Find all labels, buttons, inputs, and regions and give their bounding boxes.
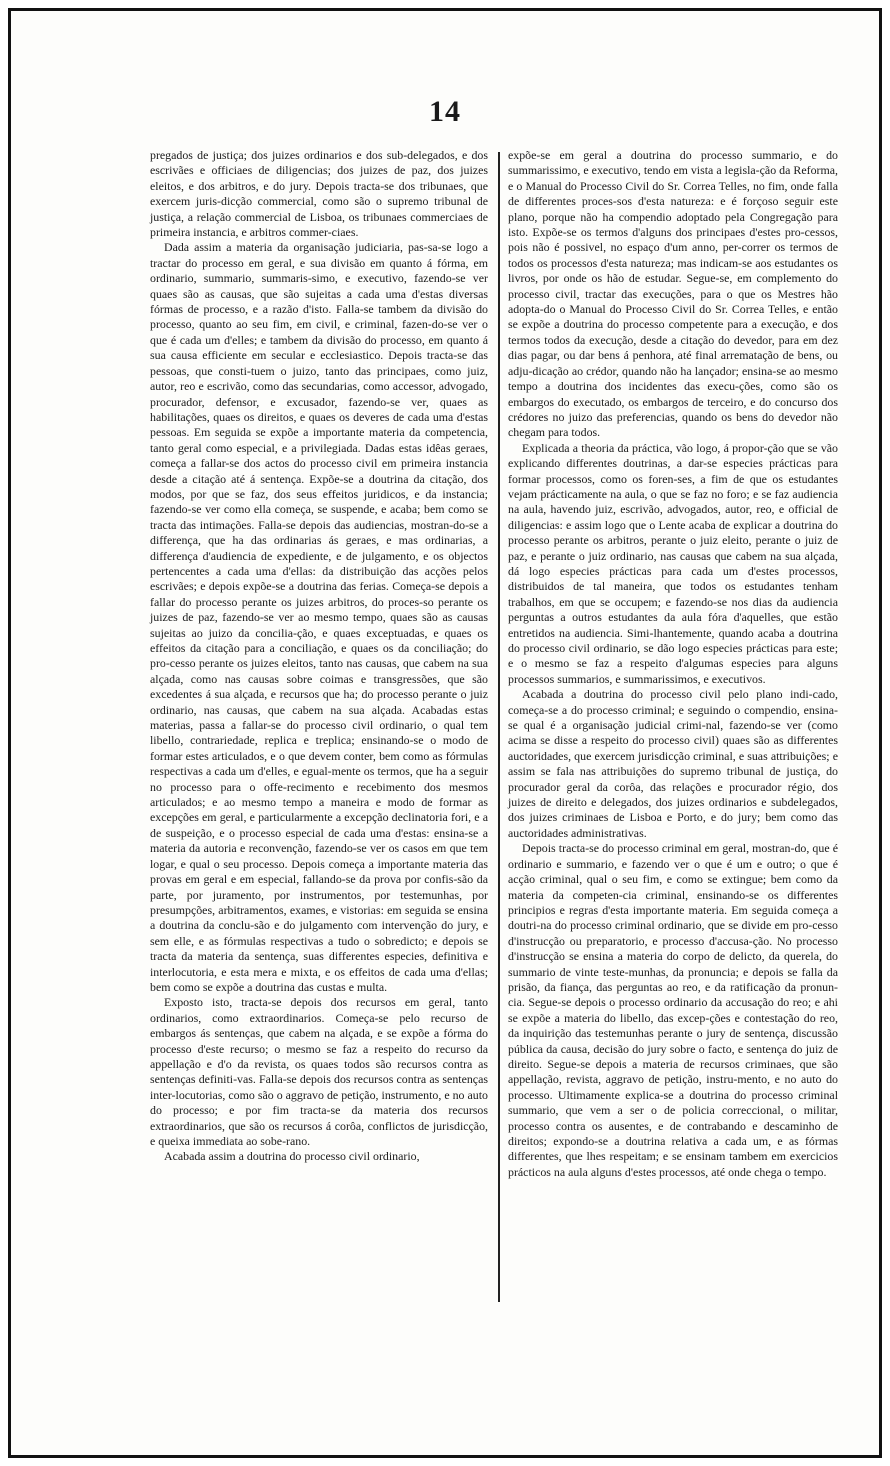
page-number: 14	[429, 95, 461, 128]
left-paragraph-3: Exposto isto, tracta-se depois dos recursos em geral, tanto ordinarios, como extraordinarios. Começa-se pelo recurso de embargos ás sentenças, que cabem na alçada, e se expõe a fórma do processo d'este recurso; o mesmo se faz a respeito do recurso da appellação e d'o da revista, os quaes todos são recursos contra as sentenças definiti-vas. Falla-se depois dos recursos contra as sentenças inter-locutorias, como são o aggravo de petição, instrumento, e no auto do processo; e por fim tracta-se da materia dos recursos extraordinarios, que são os recursos á corôa, conflictos de jurisdicção, e queixa immediata ao sobe-rano.	[150, 995, 488, 1148]
left-paragraph-1: pregados de justiça; dos juizes ordinarios e dos sub-delegados, e dos escrivães e officiaes de diligencias; dos juizes de paz, dos juizes eleitos, e dos arbitros, e do jury. Depois tracta-se dos tribunaes, que exercem juris-dicção commercial, como são o supremo tribunal de justiça, a relação commercial de Lisboa, os tribunaes commerciaes de primeira instancia, e arbitros commer-ciaes.	[150, 148, 488, 240]
right-paragraph-1: expõe-se em geral a doutrina do processo summario, e do summarissimo, e executivo, tendo em vista a legisla-ção da Reforma, e o Manual do Processo Civil do Sr. Correa Telles, no fim, onde falla de differentes proces-sos d'esta natureza: e é forçoso seguir este plano, porque não ha compendio adoptado pela Congregação para isto. Expõe-se os termos d'alguns dos principaes d'estes pro-cessos, pois não é possivel, no espaço d'um anno, per-correr os termos de todos os processos d'esta natureza; mas indicam-se aos estudantes os livros, por onde os hão de estudar. Segue-se, em complemento do processo civil, tractar das execuções, para o que os Mestres hão adopta-do o Manual do Processo Civil do Sr. Correa Telles, e então se expõe a doutrina do processo competente para a execução, e dos termos todos da execução, desde a citação do devedor, para em dez dias pagar, ou dar bens á penhora, até final arrematação de bens, ou adju-dicação ao crédor, quando não ha lançador; ensina-se ao mesmo tempo a doutrina dos incidentes das execu-ções, como são os embargos do executado, os embargos de terceiro, e do concurso dos crédores no juizo das preferencias, quando os bens do devedor não chegam para todos.	[508, 148, 838, 440]
right-column	[508, 148, 838, 1180]
left-paragraph-4: Acabada assim a doutrina do processo civil ordinario,	[164, 1149, 420, 1164]
right-paragraph-4: Depois tracta-se do processo criminal em geral, mostran-do, que é ordinario e summario, e fazendo ver o que é um e outro; o que é acção criminal, qual o seu fim, e como se extingue; bem como da materia da competen-cia criminal, ensinando-se os differentes principios e regras d'esta importante materia. Em seguida começa a doutri-na do processo criminal ordinario, que se divide em pro-cesso d'instrucção ou preparatorio, e processo d'accusa-ção. No processo d'instrucção se ensina a materia do corpo de delicto, da querela, do summario de vinte teste-munhas, da pronuncia; e depois se falla da prisão, da fiança, das perguntas ao reo, e da ratificação da pronun-cia. Segue-se depois o processo ordinario da accusação do reo; e ahi se expõe a materia do libello, das excep-ções e contestação do reo, da inquirição das testemunhas perante o jury de sentença, discussão pública da causa, decisão do jury sobre o facto, e sentença do juiz de direito. Segue-se depois a materia de recursos criminaes, que são appellação, revista, aggravo de petição, instru-mento, e no auto do processo. Ultimamente explica-se a doutrina do processo criminal summario, que vem a ser o de policia correccional, o militar, processo contra os ausentes, e de contrabando e descaminho de direitos; expondo-se a doutrina relativa a cada um, e as fórmas differentes, que lhes respeitam; e se ensinam tambem em exercicios prácticos na aula alguns d'estes processos, até onde chega o tempo.	[508, 841, 838, 1179]
column-divider	[498, 152, 500, 1302]
right-paragraph-3: Acabada a doutrina do processo civil pelo plano indi-cado, começa-se a do processo criminal; e seguindo o compendio, ensina-se qual é a organisação judicial crimi-nal, fazendo-se ver (como acima se disse a respeito do processo civil) quaes são as differentes auctoridades, que exercem jurisdicção criminal, e suas attribuições; e assim se fala nas attribuições do supremo tribunal de justiça, do procurador geral da corôa, das relações e procurador régio, dos juizes de direito e delegados, dos juizes ordinarios e subdelegados, dos juizes criminaes de Lisboa e Porto, e do jury; bem como das auctoridades administrativas.	[508, 687, 838, 840]
left-paragraph-2: Dada assim a materia da organisação judiciaria, pas-sa-se logo a tractar do processo em geral, e sua divisão em quanto á fórma, em ordinario, summario, summaris-simo, e executivo, fazendo-se ver quaes são as causas, que são sujeitas a cada uma d'estas diversas fórmas de processo, e a razão d'isto. Falla-se tambem da divisão do processo, quanto ao seu fim, em civil, e criminal, fazen-do-se ver o que é cada um d'elles; e tambem da divisão do processo, em quanto á sua causa efficiente em secular e ecclesiastico. Depois tracta-se das pessoas, que consti-tuem o juizo, tanto das principaes, como juiz, autor, reo e escrivão, como das secundarias, como accessor, advogado, procurador, defensor, e excusador, fazendo-se ver, quaes as habilitações, quaes os direitos, e quaes os deveres de cada uma d'estas pessoas. Em seguida se expõe a importante materia da competencia, tanto geral como especial, e a privilegiada. Dadas estas idêas geraes, começa a fallar-se dos actos do processo civil em primeira instancia desde a citação até á sentença. Expõe-se a doutrina da citação, dos modos, por que se faz, dos seus effeitos juridicos, e da instancia; fazendo-se ver como ella começa, se suspende, e acaba; bem como se tracta das intimações. Falla-se depois das audiencias, mostran-do-se a differença, que ha das ordinarias ás geraes, e mas ordinarias, a differença d'audiencia de expediente, e de julgamento, e os objectos pertencentes a cada uma d'ellas: da distribuição das acções pelos escrivães; e depois expõe-se a doutrina das ferias. Começa-se depois a fallar do processo perante os juizes arbitros, do proces-so perante os juizes de paz, fazendo-se ver ao mesmo tempo, quaes são as causas sujeitas ao juizo da concilia-ção, e quaes exceptuadas, e quaes os effeitos da citação para a conciliação, e quaes os da conciliação; do pro-cesso perante os juizes eleitos, tanto nas causas, que cabem na sua alçada, como nas causas sobre coimas e transgressões, que são excedentes á sua alçada, e recursos que ha; do processo perante o juiz ordinario, nas causas, que cabem na sua alçada. Acabadas estas materias, passa a fallar-se do processo civil ordinario, o qual tem libello, contrariedade, replica e treplica; ensinando-se o modo de formar estes articulados, e o que devem conter, bem como as fórmulas respectivas a cada um d'elles, e egual-mente os termos, que ha a seguir no processo para o offe-recimento e recebimento dos mesmos articulados; e ao mesmo tempo a maneira e modo de formar as excepções em geral, e particularmente a excepção declinatoria fori, e a de suspeição, e o processo especial de cada uma d'estas: ensina-se a materia da autoria e reconvenção, fazendo-se ver os casos em que tem logar, e qual o seu processo. Depois começa a importante materia das provas em geral e em especial, fallando-se da prova por confis-são da parte, por juramento, por instrumentos, por testemunhas, por presumpções, arbitramentos, exames, e vistorias: em seguida se ensina a doutrina da conclu-são e do julgamento com intervenção do jury, e sem elle, e as fórmulas respectivas a tudo o sobredicto; e depois se tracta da materia da sentença, suas differentes especies, definitiva e interlocutoria, e esta mera e mixta, e os effeitos de cada uma d'ellas; bem como se expõe a doutrina das custas e multa.	[150, 240, 488, 994]
right-paragraph-2: Explicada a theoria da práctica, vão logo, á propor-ção que se vão explicando differentes doutrinas, a dar-se especies prácticas para formar processos, como os foren-ses, a fim de que os estudantes vejam prácticamente na aula, o que se faz no foro; e se faz audiencia na aula, havendo juiz, escrivão, advogados, autor, reo, e official de diligencias: e assim logo que o Lente acaba de explicar a doutrina do processo perante os arbitros, perante o juiz eleito, perante o juiz de paz, e perante o juiz ordinario, nas causas que cabem na sua alçada, dá logo especies prácticas para cada um d'estes processos, distribuidos de tal maneira, que todos os estudantes tenham trabalhos, em que se occupem; e fazendo-se nos dias da audiencia perguntas a outros estudantes da aula fóra d'aquelles, que estão entretidos na audiencia. Simi-lhantemente, quando acaba a doutrina do processo civil ordinario, se dão logo especies prácticas para este; e o mesmo se faz a respeito d'algumas especies para alguns processos summarios, e summarissimos, e executivos.	[508, 440, 838, 686]
left-column	[150, 148, 488, 1165]
